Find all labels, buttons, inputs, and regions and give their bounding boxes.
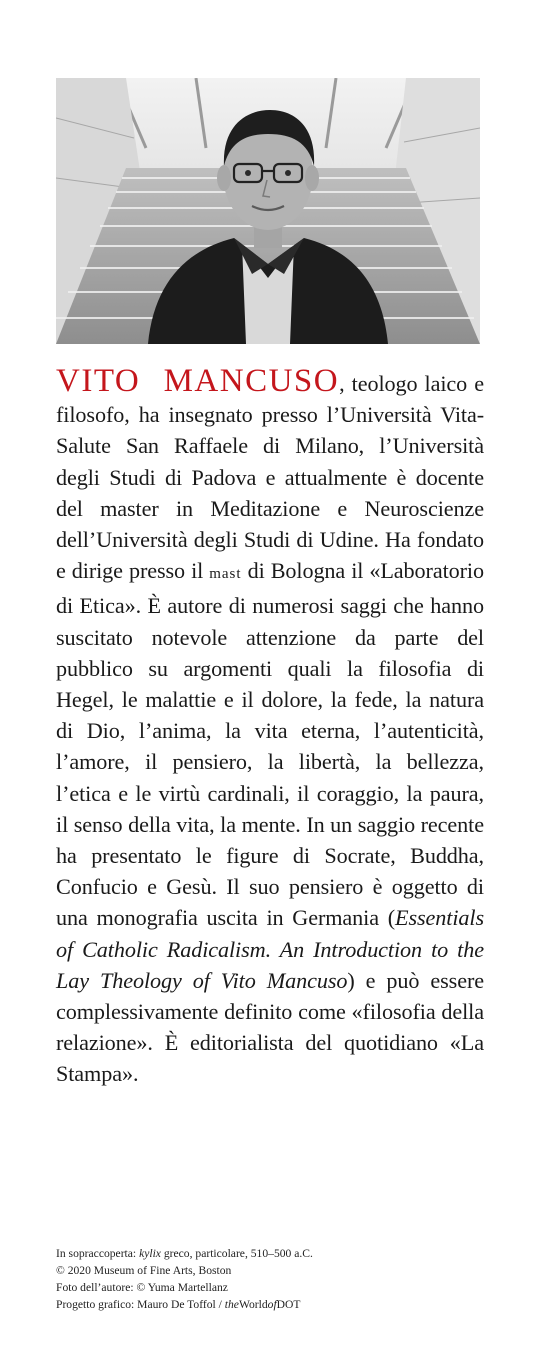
- credit-cover: [56, 1245, 486, 1262]
- author-name: VITO MANCUSO: [56, 363, 340, 399]
- credit-cover-label: In sopraccoperta:: [56, 1247, 140, 1260]
- credit-design-world: World: [238, 1298, 268, 1311]
- credit-copyright: © 2020 Museum of Fine Arts, Boston: [56, 1264, 232, 1277]
- author-biography: [56, 363, 484, 1090]
- bio-intro: , teologo laico e filosofo, ha insegnato presso l’Università Vita-Salute San Raffaele di Milano, l’Università degli Studi di Padova e attualmente è docente del master in Meditazione e Neuroscienze dell’Università degli Studi di Udine. Ha fondato e dirige presso il: [56, 371, 484, 584]
- author-portrait-image: [56, 78, 480, 344]
- credits: [56, 1245, 486, 1313]
- monograph-title: Essentials of Catholic Radicalism. An Introduction to the Lay Theology of Vito Mancuso: [56, 905, 484, 993]
- credit-cover-detail: greco, particolare, 510–500 a.C.: [160, 1247, 313, 1260]
- credit-design-the: the: [224, 1298, 239, 1311]
- credit-design-of: of: [267, 1298, 277, 1311]
- credit-design: [56, 1296, 486, 1313]
- credit-photo: Foto dell’autore: © Yuma Martellanz: [56, 1281, 228, 1294]
- bio-middle: di Bologna il «Laboratorio di Etica». È autore di numerosi saggi che hanno suscitato notevole attenzione da parte del pubblico su argomenti quali la filosofia di Hegel, le malattie e il dolore, la fede, la natura di Dio, l’anima, la vita eterna, l’autenticità, l’amore, il pensiero, la libertà, la bellezza, l’etica e le virtù cardinali, il coraggio, la paura, il senso della vita, la mente. In un saggio recente ha presentato le figure di Socrate, Buddha, Confucio e Gesù. Il suo pensiero è oggetto di una monografia uscita in Germania (: [56, 558, 484, 931]
- author-photo: [56, 78, 480, 344]
- bio-end: ) e può essere complessivamente definito come «filosofia della relazione». È editorialista del quotidiano «La Stampa».: [56, 967, 484, 1087]
- credit-design-dot: DOT: [276, 1298, 301, 1311]
- mast-acronym: mast: [209, 566, 242, 583]
- credit-cover-kylix: kylix: [139, 1247, 161, 1260]
- credit-design-label: Progetto grafico: Mauro De Toffol /: [56, 1298, 225, 1311]
